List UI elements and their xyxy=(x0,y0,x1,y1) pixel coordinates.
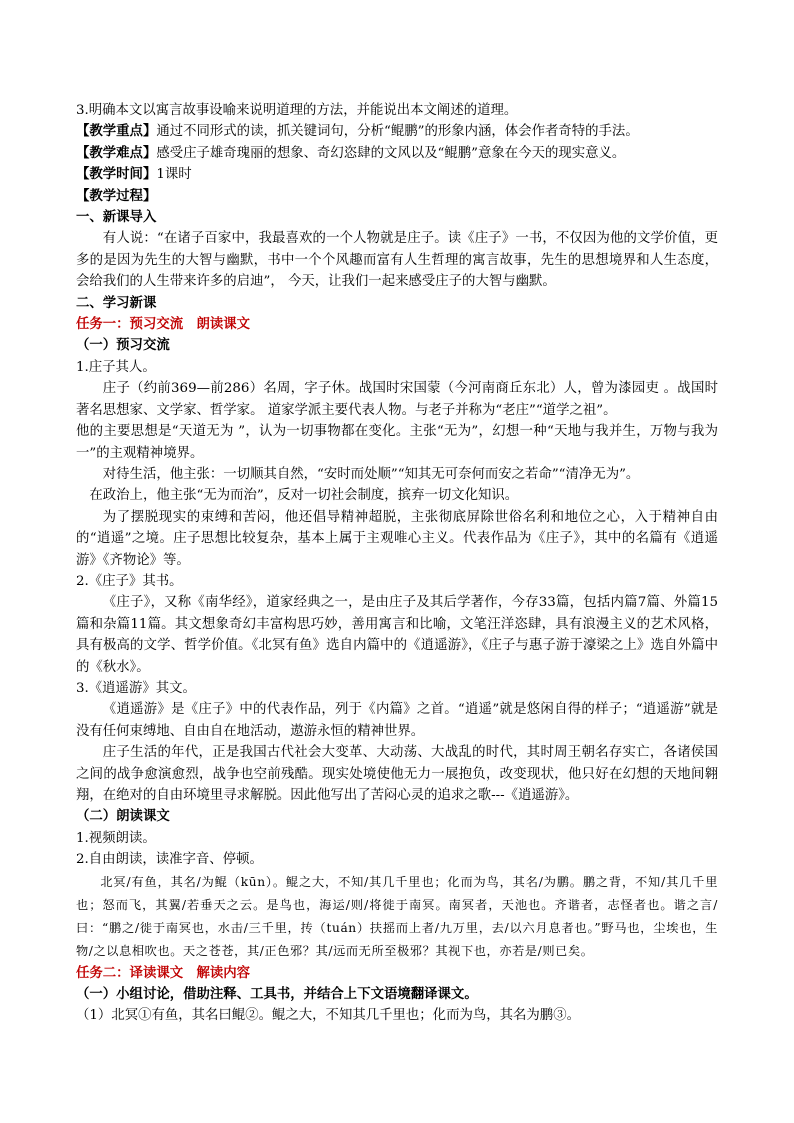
key-point-text: 通过不同形式的读，抓关键词句，分析“鲲鹏”的形象内涵，体会作者奇特的手法。 xyxy=(156,124,639,140)
paragraph-1: 庄子（约前369—前286）名周，字子休。战国时宋国蒙（今河南商丘东北）人，曾为漆园吏 。战国时著名思想家、文学家、哲学家。 道家学派主要代表人物。与老子并称为“老庄”“道学之祖”。 xyxy=(76,381,718,418)
item-1: 1.庄子其人。 xyxy=(76,359,156,375)
section-heading-2: 二、学习新课 xyxy=(76,294,157,311)
difficulty xyxy=(76,143,718,164)
teaching-time-label: 【教学时间】 xyxy=(76,166,157,183)
item-2: 2.《庄子》其书。 xyxy=(76,573,183,589)
paragraph-8: 庄子生活的年代，正是我国古代社会大变革、大动荡、大战乱的时代，其时周王朝名存实亡，各诸侯国之间的战争愈演愈烈，战争也空前残酷。现实处境使他无力一展抱负，改变现状，他只好在幻想的天地间翱翔，在绝对的自由环境里寻求解脱。因此他写出了苦闷心灵的追求之歌---《逍遥游》。 xyxy=(76,745,718,803)
item-3: 3.《逍遥游》其文。 xyxy=(76,680,196,696)
section-heading-1: 一、新课导入 xyxy=(76,209,157,226)
classical-text: 北冥/有鱼，其名/为鲲（kūn）。鲲之大，不知/其几千里也；化而为鸟，其名/为鹏。鹏之背，不知/其几千里也；怒而飞，其翼/若垂天之云。是鸟也，海运/则/将徙于南冥。南冥者，天池也。齐谐者，志怪者也。谐之言/曰：“鹏之/徙于南冥也，水击/三千里，抟（tuán）扶摇而上者/九万里，去/以六月息者也。”野马也，尘埃也，生物/之以息相吹也。天之苍苍，其/正色邪？其/远而无所至极邪？其视下也，亦若是/则已矣。 xyxy=(76,874,718,958)
subsection-2: （二）朗读课文 xyxy=(76,808,170,825)
subsection-3: （一）小组讨论，借助注释、工具书，并结合上下文语境翻译课文。 xyxy=(76,986,478,1003)
intro-paragraph: 有人说：“在诸子百家中，我最喜欢的一个人物就是庄子。读《庄子》一书，不仅因为他的文学价值，更多的是因为先生的大智与幽默，书中一个个风趣而富有人生哲理的寓言故事，先生的思想境界和人生态度，会给我们的人生带来许多的启迪”， 今天，让我们一起来感受庄子的大智与幽默。 xyxy=(76,231,718,290)
teaching-time-text: 1课时 xyxy=(156,167,192,183)
reading-item-2: 2.自由朗读，读准字音、停顿。 xyxy=(76,852,263,868)
document-body xyxy=(76,100,718,1027)
key-point xyxy=(76,121,718,142)
goal-3: 3.明确本文以寓言故事设喻来说明道理的方法，并能说出本文阐述的道理。 xyxy=(76,103,518,118)
difficulty-label: 【教学难点】 xyxy=(76,144,157,161)
process-heading: 【教学过程】 xyxy=(76,187,157,204)
paragraph-6: 《庄子》，又称《南华经》，道家经典之一，是由庄子及其后学著作，今存33篇，包括内篇7篇、外篇15篇和杂篇11篇。其文想象奇幻丰富构思巧妙，善用寓言和比喻，文笔汪洋恣肆，具有浪漫主义的艺术风格，具有极高的文学、哲学价值。《北冥有鱼》选自内篇中的《逍遥游》，《庄子与惠子游于濠梁之上》选自外篇中的《秋水》。 xyxy=(76,595,718,675)
subsection-1: （一）预习交流 xyxy=(76,337,170,354)
teaching-time xyxy=(76,164,718,185)
paragraph-4: 在政治上，他主张“无为而治”，反对一切社会制度，摈弃一切文化知识。 xyxy=(89,488,519,504)
translation-1: （1）北冥①有鱼，其名曰鲲②。鲲之大，不知其几千里也；化而为鸟，其名为鹏③。 xyxy=(76,1008,580,1024)
difficulty-text: 感受庄子雄奇瑰丽的想象、奇幻恣肆的文风以及“鲲鹏”意象在今天的现实意义。 xyxy=(156,145,626,161)
paragraph-3: 对待生活，他主张：一切顺其自然，“安时而处顺”“知其无可奈何而安之若命”“清净无为”。 xyxy=(102,466,640,482)
paragraph-7: 《逍遥游》是《庄子》中的代表作品，列于《内篇》之首。“逍遥”就是悠闲自得的样子；“逍遥游”就是没有任何束缚地、自由自在地活动，遨游永恒的精神世界。 xyxy=(76,702,718,739)
task-2-heading: 任务二：译读课文 解读内容 xyxy=(76,964,251,981)
key-point-label: 【教学重点】 xyxy=(76,123,157,140)
paragraph-5: 为了摆脱现实的束缚和苦闷，他还倡导精神超脱，主张彻底屏除世俗名利和地位之心，入于精神自由的“逍遥”之境。庄子思想比较复杂，基本上属于主观唯心主义。代表作品为《庄子》，其中的名篇有《逍遥游》《齐物论》等。 xyxy=(76,509,718,568)
reading-item-1: 1.视频朗读。 xyxy=(76,830,156,846)
task-1-heading: 任务一：预习交流 朗读课文 xyxy=(76,316,251,333)
paragraph-2: 他的主要思想是“天道无为 ”，认为一切事物都在变化。主张“无为”，幻想一种“天地与我并生，万物与我为一”的主观精神境界。 xyxy=(76,424,718,461)
